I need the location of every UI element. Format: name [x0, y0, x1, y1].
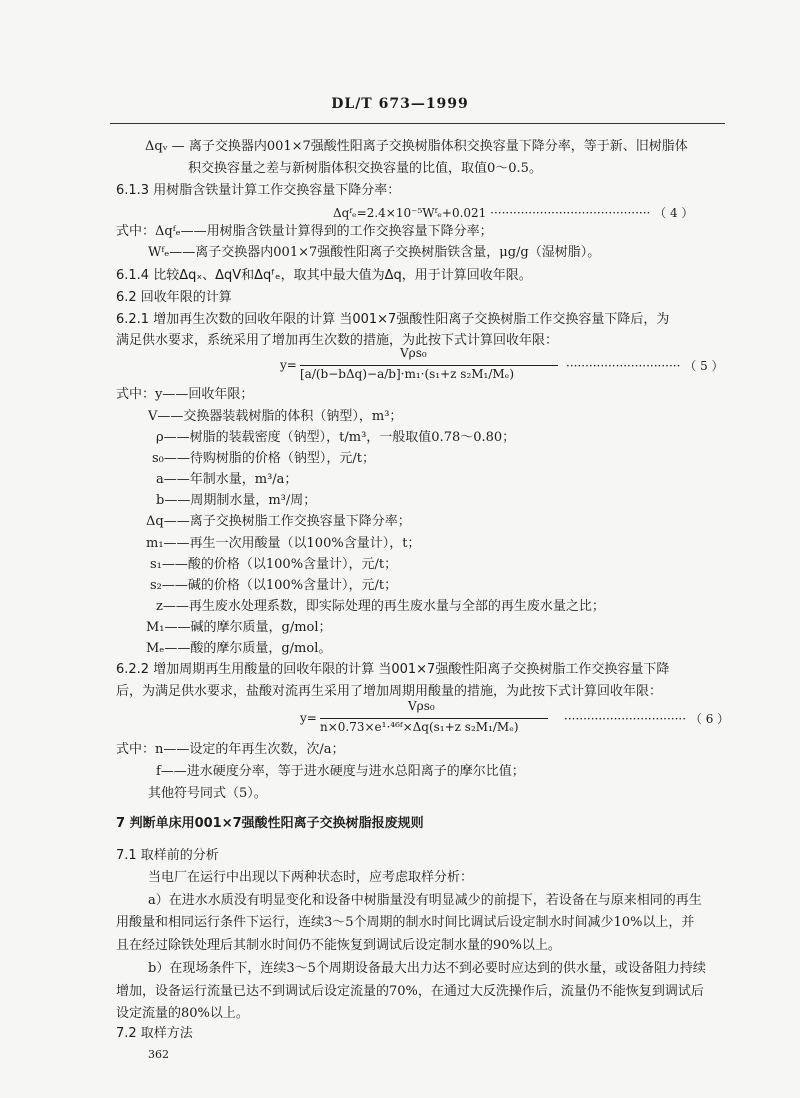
text-line: 式中：n——设定的年再生次数，次/a；	[116, 742, 345, 757]
text-line: s₀——待购树脂的价格（钠型），元/t；	[152, 451, 375, 466]
section-7-1-heading: 7.1 取样前的分析	[116, 848, 219, 863]
text-line: a）在进水水质没有明显变化和设备中树脂量没有明显减少的前提下，若设备在与原来相同的再生	[148, 893, 702, 908]
equation-6-numerator: Vρs₀	[408, 699, 435, 713]
equation-6-tag: ································ （ 6 ）	[564, 712, 730, 726]
text-line: 满足供水要求，系统采用了增加再生次数的措施，为此按下式计算回收年限：	[116, 333, 559, 348]
text-line: ρ——树脂的装载密度（钠型），t/m³，一般取值0.78～0.80；	[156, 430, 516, 445]
standard-number: DL/T 673—1999	[331, 96, 469, 112]
equation-5-denominator: [a/(b−bΔq)−a/b]·m₁·(s₁+z s₂M₁/Mₑ)	[300, 367, 515, 381]
clause-6-2-2: 6.2.2 增加周期再生用酸量的回收年限的计算 当001×7强酸性阳离子交换树脂工作交换容量下降	[116, 662, 670, 677]
text-line: b）在现场条件下，连续3～5个周期设备最大出力达不到必要时应达到的供水量，或设备阻力持续	[148, 961, 706, 976]
text-line: 后，为满足供水要求，盐酸对流再生采用了增加周期用酸量的措施，为此按下式计算回收年限：	[116, 684, 663, 699]
text-line: 当电厂在运行中出现以下两种状态时，应考虑取样分析：	[148, 870, 474, 885]
text-line: 用酸量和相同运行条件下运行，连续3～5个周期的制水时间比调试后设定制水时间减少10%以上，并	[116, 915, 695, 930]
equation-4: Δqᶠₑ=2.4×10⁻⁵Wᶠₑ+0.021 ·········································· （ 4 ）	[333, 206, 694, 220]
page-number: 362	[148, 1048, 169, 1061]
text-line: Mₑ——酸的摩尔质量，g/mol。	[146, 641, 332, 656]
clause-6-1-3: 6.1.3 用树脂含铁量计算工作交换容量下降分率：	[116, 183, 401, 198]
text-line: 式中：y——回收年限；	[116, 387, 254, 402]
text-line: s₁——酸的价格（以100%含量计），元/t；	[150, 557, 398, 572]
section-6-2-heading: 6.2 回收年限的计算	[116, 290, 232, 305]
text-line: 其他符号同式（5）。	[148, 786, 267, 801]
text-line: 且在经过除铁处理后其制水时间仍不能恢复到调试后设定制水量的90%以上。	[116, 938, 561, 953]
text-line: V——交换器装载树脂的体积（钠型），m³；	[148, 409, 403, 424]
equation-5-tag: ······························ （ 5 ）	[566, 359, 724, 373]
header-rule	[110, 123, 725, 124]
text-line: 积交换容量之差与新树脂体积交换容量的比值，取值0～0.5。	[188, 161, 542, 176]
text-line: Wᶠₑ——离子交换器内001×7强酸性阳离子交换树脂铁含量，μg/g（湿树脂）。	[148, 245, 601, 260]
equation-6-lhs: y=	[300, 711, 317, 725]
text-line: M₁——碱的摩尔质量，g/mol；	[146, 620, 332, 635]
section-7-heading: 7 判断单床用001×7强酸性阳离子交换树脂报废规则	[116, 816, 424, 831]
text-line: z——再生废水处理系数，即实际处理的再生废水量与全部的再生废水量之比；	[156, 599, 605, 614]
equation-5-lhs: y=	[280, 358, 297, 372]
text-line: 增加，设备运行流量已达不到调试后设定流量的70%，在通过大反洗操作后，流量仍不能恢复到调试后	[116, 984, 704, 999]
text-line: a——年制水量，m³/a；	[156, 472, 298, 487]
clause-6-1-4: 6.1.4 比较Δqₓ、ΔqV和Δqᶠₑ，取其中最大值为Δq，用于计算回收年限。	[116, 268, 532, 283]
equation-6-denominator: n×0.73×e¹·⁴⁶ᶠ×Δq(s₁+z s₂M₁/Mₑ)	[320, 720, 519, 734]
equation-5-fraction-bar	[300, 365, 558, 366]
equation-5-numerator: Vρs₀	[400, 346, 427, 360]
equation-6-fraction-bar	[320, 718, 548, 719]
text-line: Δq——离子交换树脂工作交换容量下降分率；	[146, 514, 411, 529]
text-line: s₂——碱的价格（以100%含量计），元/t；	[150, 578, 398, 593]
text-line: Δqᵥ — 离子交换器内001×7强酸性阳离子交换树脂体积交换容量下降分率，等于新、旧树脂体	[145, 139, 688, 154]
section-7-2-heading: 7.2 取样方法	[116, 1026, 193, 1041]
text-line: 设定流量的80%以上。	[116, 1006, 249, 1021]
text-line: m₁——再生一次用酸量（以100%含量计），t；	[146, 536, 421, 551]
text-line: 式中：Δqᶠₑ——用树脂含铁量计算得到的工作交换容量下降分率；	[116, 224, 493, 239]
clause-6-2-1: 6.2.1 增加再生次数的回收年限的计算 当001×7强酸性阳离子交换树脂工作交换容量下降后，为	[116, 312, 670, 327]
text-line: f——进水硬度分率，等于进水硬度与进水总阳离子的摩尔比值；	[156, 764, 525, 779]
text-line: b——周期制水量，m³/周；	[156, 493, 317, 508]
